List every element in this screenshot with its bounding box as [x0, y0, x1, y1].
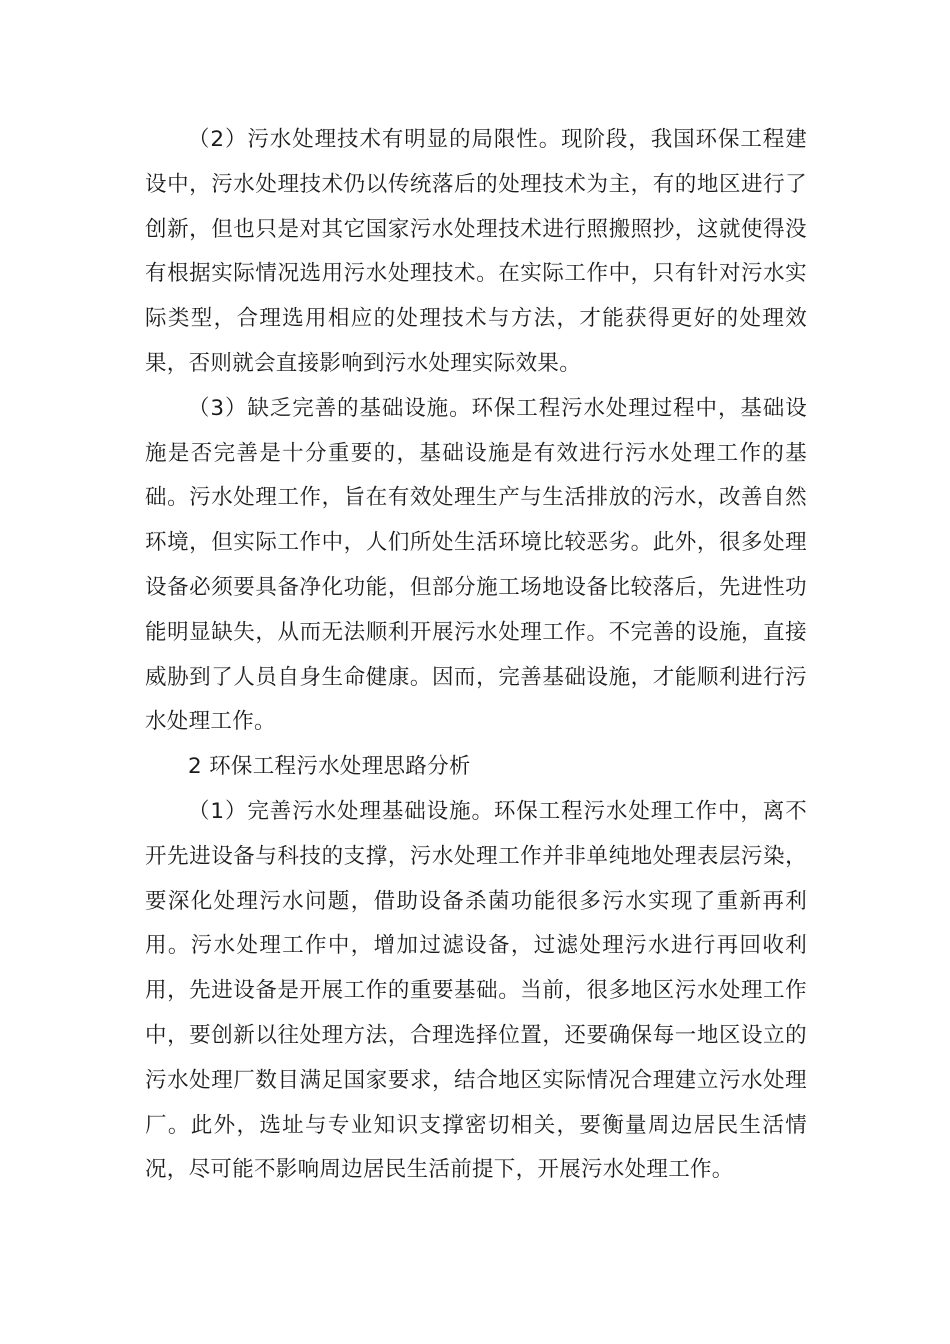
paragraph-infrastructure-lacking: （3）缺乏完善的基础设施。环保工程污水处理过程中，基础设施是否完善是十分重要的，基础设施是有效进行污水处理工作的基础。污水处理工作，旨在有效处理生产与生活排放的污水，改善自然环境，但实际工作中，人们所处生活环境比较恶劣。此外，很多处理设备必须要具备净化功能，但部分施工场地设备比较落后，先进性功能明显缺失，从而无法顺利开展污水处理工作。不完善的设施，直接威胁到了人员自身生命健康。因而，完善基础设施，才能顺利进行污水处理工作。	[145, 395, 807, 735]
paragraph-improve-infrastructure: （1）完善污水处理基础设施。环保工程污水处理工作中，离不开先进设备与科技的支撑，污水处理工作并非单纯地处理表层污染，要深化处理污水问题，借助设备杀菌功能很多污水实现了重新再利用。污水处理工作中，增加过滤设备，过滤处理污水进行再回收利用，先进设备是开展工作的重要基础。当前，很多地区污水处理工作中，要创新以往处理方法，合理选择位置，还要确保每一地区设立的污水处理厂数目满足国家要求，结合地区实际情况合理建立污水处理厂。此外，选址与专业知识支撑密切相关，要衡量周边居民生活情况，尽可能不影响周边居民生活前提下，开展污水处理工作。	[145, 798, 807, 1183]
document-body	[145, 118, 807, 1193]
section-heading: 2 环保工程污水处理思路分析	[188, 754, 471, 780]
paragraph-technique-limitation: （2）污水处理技术有明显的局限性。现阶段，我国环保工程建设中，污水处理技术仍以传统落后的处理技术为主，有的地区进行了创新，但也只是对其它国家污水处理技术进行照搬照抄，这就使得没有根据实际情况选用污水处理技术。在实际工作中，只有针对污水实际类型，合理选用相应的处理技术与方法，才能获得更好的处理效果，否则就会直接影响到污水处理实际效果。	[145, 127, 807, 376]
